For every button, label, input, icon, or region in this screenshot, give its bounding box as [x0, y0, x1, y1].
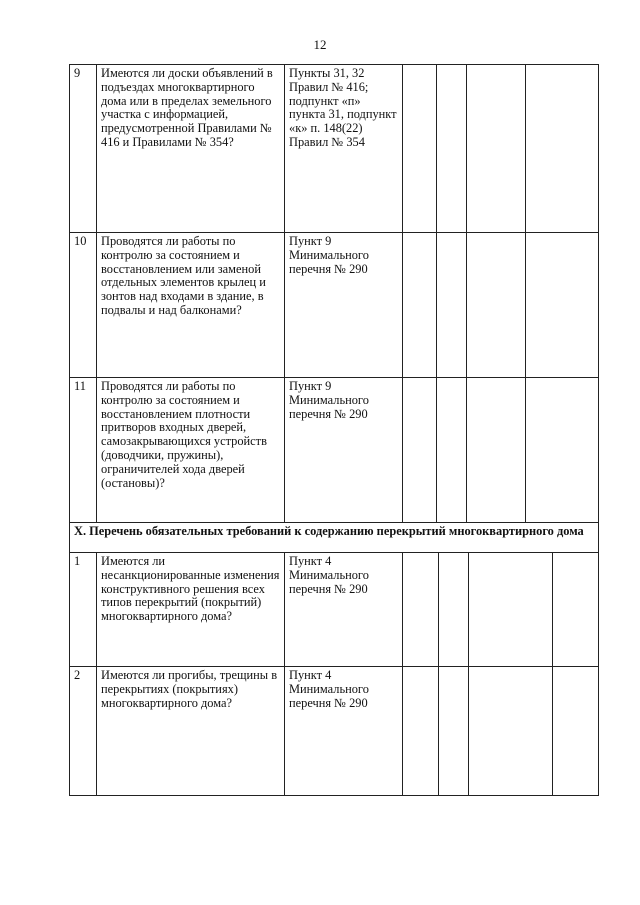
answer-cell-yes	[403, 233, 437, 377]
table-row	[70, 233, 598, 378]
answer-cell-na	[467, 233, 526, 377]
answer-cell-note	[553, 553, 598, 666]
answer-cell-na	[467, 65, 526, 232]
row-reference: Пункт 4 Минимального перечня № 290	[285, 667, 403, 795]
row-question: Проводятся ли работы по контролю за состоянием и восстановлением или заменой отдельных элементов крылец и зонтов над входами в здание, в подвалы и над балконами?	[97, 233, 285, 377]
table-row	[70, 553, 598, 667]
row-reference: Пункт 9 Минимального перечня № 290	[285, 378, 403, 522]
answer-cell-no	[437, 378, 467, 522]
answer-cell-yes	[403, 65, 437, 232]
answer-cell-note	[553, 667, 598, 795]
row-reference: Пункты 31, 32 Правил № 416; подпункт «п» пункта 31, подпункт «к» п. 148(22) Правил № 354	[285, 65, 403, 232]
answer-cell-note	[526, 65, 598, 232]
row-number: 9	[70, 65, 97, 232]
answer-cell-no	[437, 65, 467, 232]
table-row	[70, 667, 598, 795]
row-number: 1	[70, 553, 97, 666]
answer-cell-yes	[403, 553, 439, 666]
answer-cell-na	[469, 667, 553, 795]
row-reference: Пункт 4 Минимального перечня № 290	[285, 553, 403, 666]
checklist-table	[69, 64, 599, 796]
answer-cell-no	[439, 667, 469, 795]
row-number: 11	[70, 378, 97, 522]
answer-cell-no	[439, 553, 469, 666]
section-heading: X. Перечень обязательных требований к содержанию перекрытий многоквартирного дома	[70, 523, 598, 553]
table-row	[70, 65, 598, 233]
row-question: Имеются ли несанкционированные изменения конструктивного решения всех типов перекрытий (покрытий) многоквартирного дома?	[97, 553, 285, 666]
row-question: Проводятся ли работы по контролю за состоянием и восстановлением плотности притворов входных дверей, самозакрывающихся устройств (доводчики, пружины), ограничителей хода дверей (остановы)?	[97, 378, 285, 522]
answer-cell-note	[526, 233, 598, 377]
page-number: 12	[313, 37, 327, 52]
table-row	[70, 378, 598, 523]
answer-cell-yes	[403, 378, 437, 522]
answer-cell-no	[437, 233, 467, 377]
row-question: Имеются ли доски объявлений в подъездах многоквартирного дома или в пределах земельного участка с информацией, предусмотренной Правилами № 416 и Правилами № 354?	[97, 65, 285, 232]
answer-cell-yes	[403, 667, 439, 795]
answer-cell-note	[526, 378, 598, 522]
answer-cell-na	[469, 553, 553, 666]
row-number: 10	[70, 233, 97, 377]
answer-cell-na	[467, 378, 526, 522]
row-reference: Пункт 9 Минимального перечня № 290	[285, 233, 403, 377]
row-question: Имеются ли прогибы, трещины в перекрытиях (покрытиях) многоквартирного дома?	[97, 667, 285, 795]
row-number: 2	[70, 667, 97, 795]
